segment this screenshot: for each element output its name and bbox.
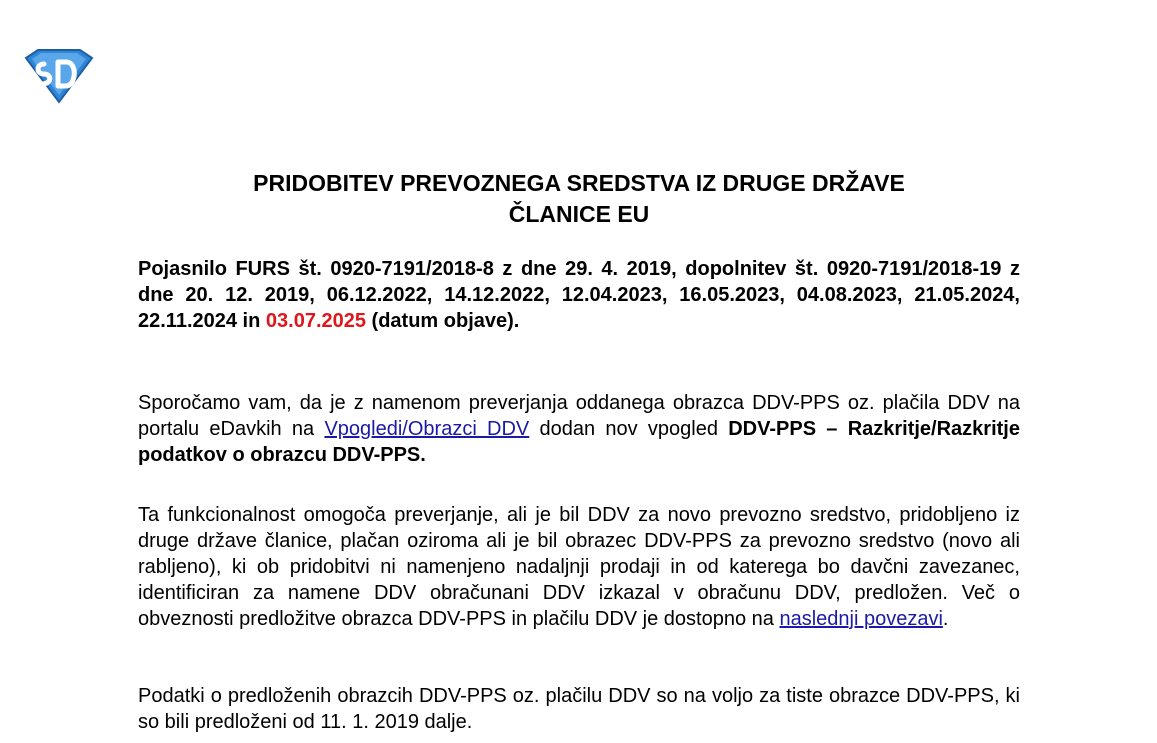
paragraph-2-end: . — [942, 608, 949, 630]
paragraph-1-bold: DDV-PPS – Razkritje/Razkritje podatkov o obrazcu DDV-PPS. — [138, 418, 1020, 466]
title-line-1: PRIDOBITEV PREVOZNEGA SREDSTVA IZ DRUGE DRŽAVE — [253, 170, 905, 196]
intro-text: Pojasnilo FURS št. 0920-7191/2018-8 z dne 29. 4. 2019, dopolnitev št. 0920-7191/2018-19 z dne 20. 12. 2019, 06.12.2022, 14.12.2022, 12.04.2023, 16.05.2023, 04.08.2023, 21.05.2024, 22.11.2024 in — [138, 258, 1020, 332]
sd-logo-icon — [22, 48, 96, 104]
paragraph-1 — [138, 390, 1020, 468]
title-line-2: ČLANICE EU — [508, 201, 650, 227]
paragraph-2-text: Ta funkcionalnost omogoča preverjanje, ali je bil DDV za novo prevozno sredstvo, pridobljeno iz druge države članice, plačan oziroma ali je bil obrazec DDV-PPS za prevozno sredstvo (novo ali rabljeno), ki ob pridobitvi ni namenjeno nadaljnji prodaji in od katerega bo davčni zavezanec, identificiran za namene DDV obračunani DDV izkazal v obračunu DDV, predložen. Več o obveznosti predložitve obrazca DDV-PPS in plačilu DDV je dostopno na — [138, 504, 1020, 630]
paragraph-1-text: Sporočamo vam, da je z namenom preverjanja oddanega obrazca DDV-PPS oz. plačila DDV na portalu eDavkih na — [138, 392, 1020, 440]
naslednji-povezavi-link[interactable]: naslednji povezavi — [779, 608, 943, 630]
paragraph-2 — [138, 502, 1020, 632]
paragraph-1-middle: dodan nov vpogled — [529, 418, 729, 440]
intro-text-end: (datum objave). — [366, 310, 520, 332]
intro-paragraph — [138, 256, 1020, 334]
paragraph-3-text: Podatki o predloženih obrazcih DDV-PPS oz. plačilu DDV so na voljo za tiste obrazce DDV-PPS, ki so bili predloženi od 11. 1. 2019 dalje. — [138, 685, 1020, 733]
vpogledi-obrazci-link[interactable]: Vpogledi/Obrazci DDV — [324, 418, 530, 440]
document-title — [140, 168, 1018, 230]
paragraph-3 — [138, 683, 1020, 735]
highlight-date: 03.07.2025 — [265, 310, 366, 332]
